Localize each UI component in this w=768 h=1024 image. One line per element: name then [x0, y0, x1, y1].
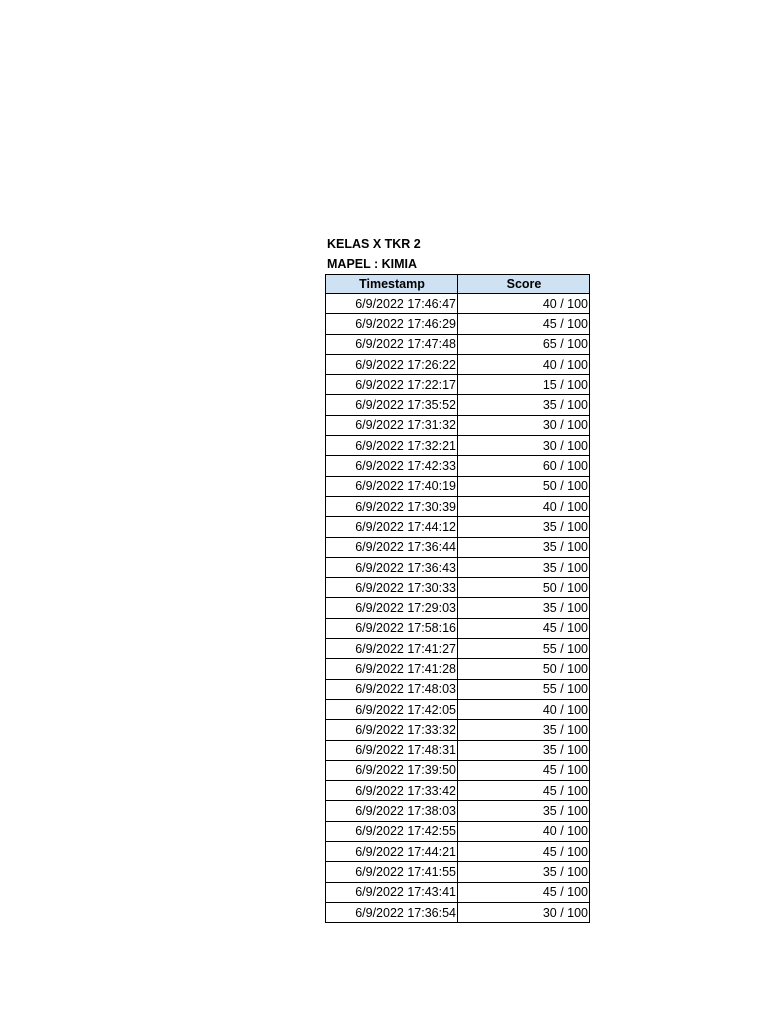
- score-cell: 50 / 100: [458, 659, 590, 679]
- table-row: [326, 294, 590, 314]
- timestamp-cell: 6/9/2022 17:43:41: [326, 882, 458, 902]
- table-row: [326, 436, 590, 456]
- score-cell: 55 / 100: [458, 679, 590, 699]
- score-cell: 30 / 100: [458, 436, 590, 456]
- table-row: [326, 496, 590, 516]
- timestamp-cell: 6/9/2022 17:42:33: [326, 456, 458, 476]
- score-cell: 45 / 100: [458, 882, 590, 902]
- timestamp-cell: 6/9/2022 17:41:27: [326, 639, 458, 659]
- score-cell: 35 / 100: [458, 720, 590, 740]
- timestamp-cell: 6/9/2022 17:44:21: [326, 842, 458, 862]
- score-cell: 35 / 100: [458, 598, 590, 618]
- score-cell: 60 / 100: [458, 456, 590, 476]
- table-row: [326, 639, 590, 659]
- table-row: [326, 578, 590, 598]
- column-header-score: Score: [458, 275, 590, 294]
- timestamp-cell: 6/9/2022 17:38:03: [326, 801, 458, 821]
- table-row: [326, 334, 590, 354]
- score-cell: 45 / 100: [458, 618, 590, 638]
- timestamp-cell: 6/9/2022 17:35:52: [326, 395, 458, 415]
- score-cell: 35 / 100: [458, 801, 590, 821]
- timestamp-cell: 6/9/2022 17:47:48: [326, 334, 458, 354]
- timestamp-cell: 6/9/2022 17:36:54: [326, 902, 458, 922]
- score-cell: 55 / 100: [458, 639, 590, 659]
- timestamp-cell: 6/9/2022 17:44:12: [326, 517, 458, 537]
- score-cell: 35 / 100: [458, 862, 590, 882]
- score-cell: 40 / 100: [458, 354, 590, 374]
- timestamp-cell: 6/9/2022 17:31:32: [326, 415, 458, 435]
- timestamp-cell: 6/9/2022 17:32:21: [326, 436, 458, 456]
- score-cell: 40 / 100: [458, 699, 590, 719]
- table-header-row: [326, 275, 590, 294]
- score-cell: 35 / 100: [458, 537, 590, 557]
- timestamp-cell: 6/9/2022 17:33:42: [326, 781, 458, 801]
- score-cell: 35 / 100: [458, 517, 590, 537]
- timestamp-cell: 6/9/2022 17:41:28: [326, 659, 458, 679]
- score-cell: 50 / 100: [458, 578, 590, 598]
- score-cell: 65 / 100: [458, 334, 590, 354]
- timestamp-cell: 6/9/2022 17:39:50: [326, 760, 458, 780]
- table-row: [326, 415, 590, 435]
- table-row: [326, 375, 590, 395]
- table-row: [326, 882, 590, 902]
- subject-heading: MAPEL : KIMIA: [327, 257, 418, 271]
- column-header-timestamp: Timestamp: [326, 275, 458, 294]
- table-row: [326, 801, 590, 821]
- table-row: [326, 760, 590, 780]
- table-row: [326, 720, 590, 740]
- table-body: [326, 294, 590, 923]
- timestamp-cell: 6/9/2022 17:22:17: [326, 375, 458, 395]
- table-row: [326, 557, 590, 577]
- timestamp-cell: 6/9/2022 17:36:43: [326, 557, 458, 577]
- table-row: [326, 618, 590, 638]
- score-cell: 30 / 100: [458, 415, 590, 435]
- table-row: [326, 699, 590, 719]
- table-row: [326, 517, 590, 537]
- table-row: [326, 598, 590, 618]
- timestamp-cell: 6/9/2022 17:46:47: [326, 294, 458, 314]
- score-cell: 40 / 100: [458, 821, 590, 841]
- table-row: [326, 842, 590, 862]
- score-cell: 35 / 100: [458, 740, 590, 760]
- timestamp-cell: 6/9/2022 17:30:39: [326, 496, 458, 516]
- table-row: [326, 740, 590, 760]
- score-cell: 50 / 100: [458, 476, 590, 496]
- timestamp-cell: 6/9/2022 17:42:55: [326, 821, 458, 841]
- timestamp-cell: 6/9/2022 17:58:16: [326, 618, 458, 638]
- score-cell: 45 / 100: [458, 842, 590, 862]
- score-cell: 40 / 100: [458, 294, 590, 314]
- table-row: [326, 679, 590, 699]
- score-cell: 45 / 100: [458, 314, 590, 334]
- score-cell: 35 / 100: [458, 395, 590, 415]
- class-heading: KELAS X TKR 2: [327, 237, 421, 251]
- table-row: [326, 395, 590, 415]
- score-cell: 45 / 100: [458, 781, 590, 801]
- timestamp-cell: 6/9/2022 17:48:03: [326, 679, 458, 699]
- timestamp-cell: 6/9/2022 17:36:44: [326, 537, 458, 557]
- score-cell: 40 / 100: [458, 496, 590, 516]
- timestamp-cell: 6/9/2022 17:29:03: [326, 598, 458, 618]
- score-table: [325, 274, 590, 923]
- table-row: [326, 821, 590, 841]
- table-row: [326, 862, 590, 882]
- score-sheet: [325, 234, 589, 923]
- table-row: [326, 659, 590, 679]
- table-row: [326, 537, 590, 557]
- timestamp-cell: 6/9/2022 17:41:55: [326, 862, 458, 882]
- score-cell: 15 / 100: [458, 375, 590, 395]
- table-row: [326, 314, 590, 334]
- timestamp-cell: 6/9/2022 17:26:22: [326, 354, 458, 374]
- table-row: [326, 456, 590, 476]
- score-cell: 35 / 100: [458, 557, 590, 577]
- timestamp-cell: 6/9/2022 17:48:31: [326, 740, 458, 760]
- timestamp-cell: 6/9/2022 17:40:19: [326, 476, 458, 496]
- table-row: [326, 902, 590, 922]
- table-row: [326, 354, 590, 374]
- table-row: [326, 476, 590, 496]
- timestamp-cell: 6/9/2022 17:46:29: [326, 314, 458, 334]
- table-row: [326, 781, 590, 801]
- score-cell: 45 / 100: [458, 760, 590, 780]
- timestamp-cell: 6/9/2022 17:30:33: [326, 578, 458, 598]
- timestamp-cell: 6/9/2022 17:42:05: [326, 699, 458, 719]
- score-cell: 30 / 100: [458, 902, 590, 922]
- timestamp-cell: 6/9/2022 17:33:32: [326, 720, 458, 740]
